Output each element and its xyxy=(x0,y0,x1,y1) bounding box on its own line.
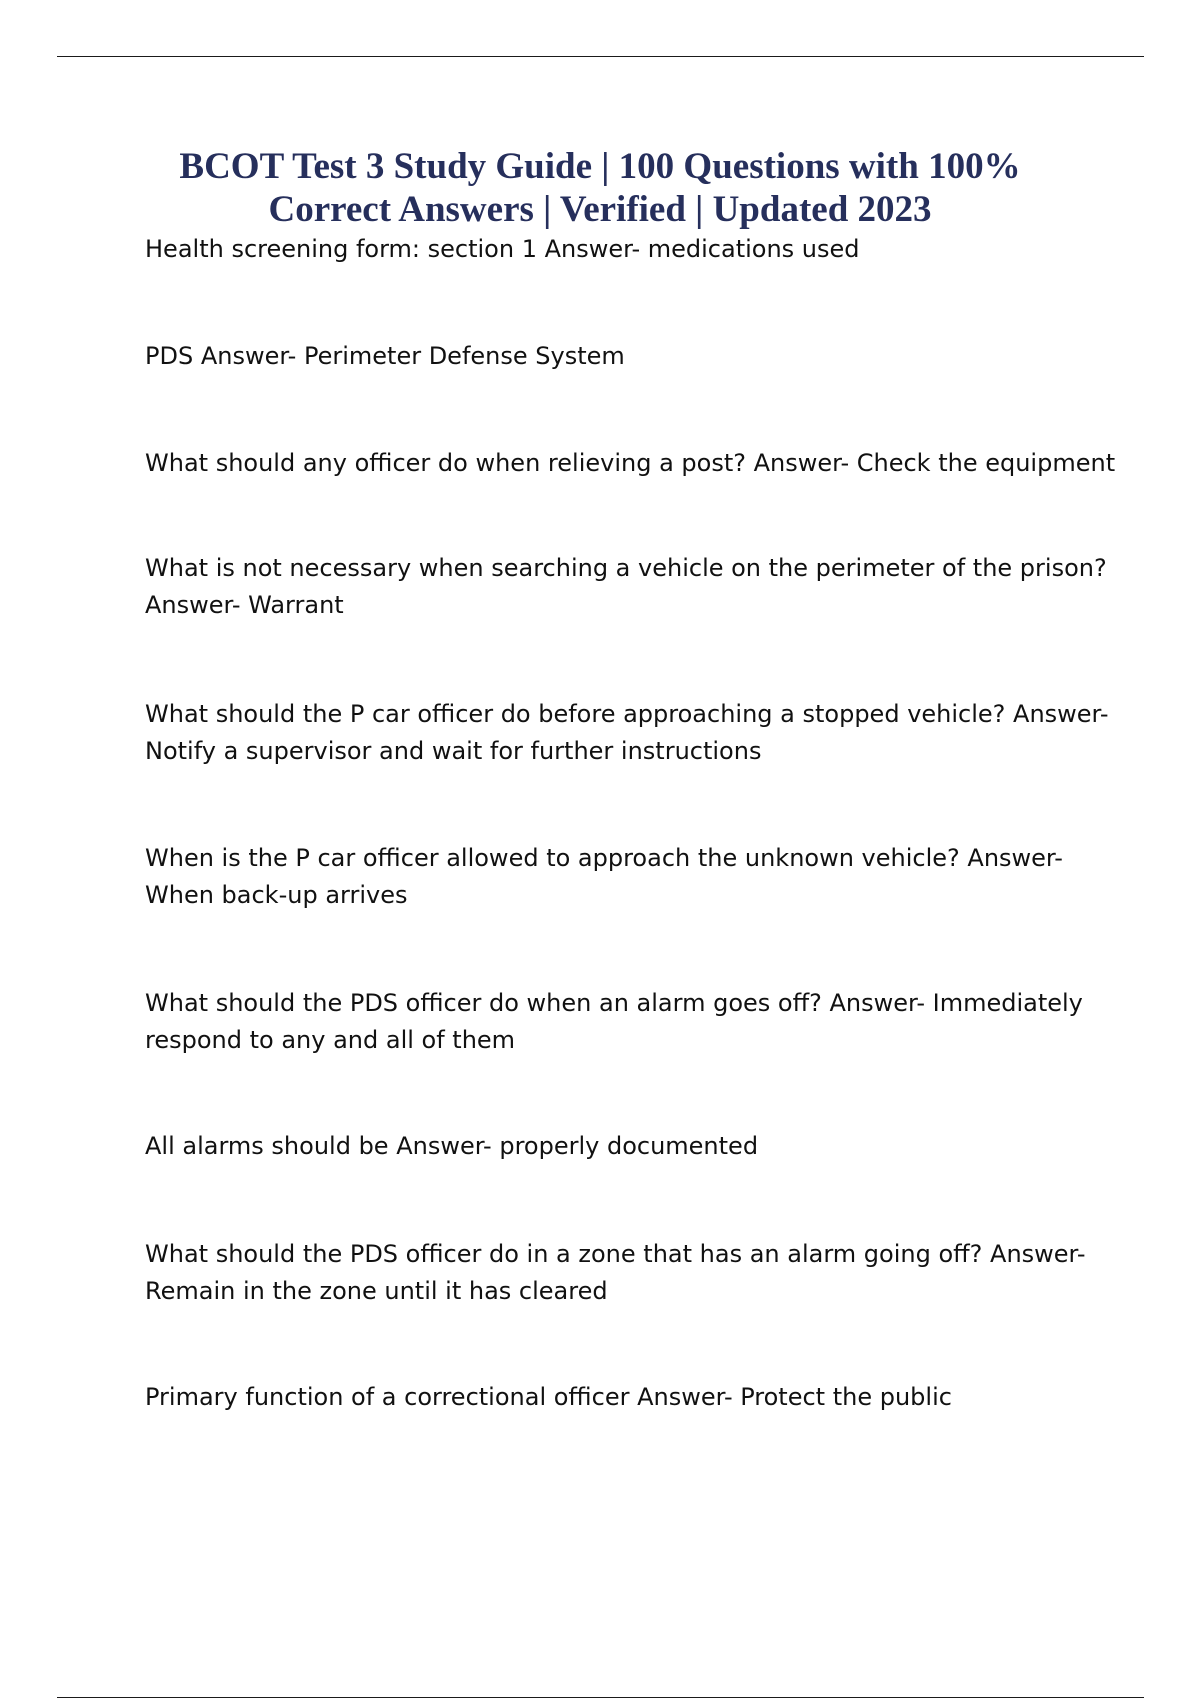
title-line-1: BCOT Test 3 Study Guide | 100 Questions with 100% xyxy=(179,146,1021,187)
qa-entry-alarms-documented xyxy=(145,1128,1095,1165)
qa-line: When is the P car officer allowed to approach the unknown vehicle? Answer- xyxy=(145,844,1063,872)
qa-line: When back-up arrives xyxy=(145,881,408,909)
qa-entry-primary-function xyxy=(145,1379,1095,1416)
qa-line: What is not necessary when searching a vehicle on the perimeter of the prison? xyxy=(145,554,1107,582)
qa-entry-vehicle-search xyxy=(145,550,1107,624)
qa-entry-relieving-post xyxy=(145,445,1116,482)
qa-line: Notify a supervisor and wait for further instructions xyxy=(145,737,762,765)
document-title xyxy=(100,145,1100,231)
qa-entry-pds-alarm xyxy=(145,985,1095,1059)
title-line-2: Correct Answers | Verified | Updated 2023 xyxy=(268,189,932,230)
qa-line: What should any officer do when relieving a post? Answer- Check the equipment xyxy=(145,449,1116,477)
qa-line: Health screening form: section 1 Answer- medications used xyxy=(145,235,860,263)
qa-line: PDS Answer- Perimeter Defense System xyxy=(145,342,625,370)
qa-line: respond to any and all of them xyxy=(145,1026,516,1054)
bottom-divider xyxy=(57,1697,1144,1698)
qa-line: Primary function of a correctional officer Answer- Protect the public xyxy=(145,1383,952,1411)
qa-entry-pds xyxy=(145,338,1095,375)
qa-entry-pds-zone xyxy=(145,1236,1095,1310)
qa-entry-p-car-approach xyxy=(145,840,1095,914)
qa-line: Answer- Warrant xyxy=(145,591,344,619)
qa-line: What should the PDS officer do when an alarm goes off? Answer- Immediately xyxy=(145,989,1083,1017)
qa-line: Remain in the zone until it has cleared xyxy=(145,1277,608,1305)
top-divider xyxy=(57,56,1144,57)
qa-entry-p-car-stopped-vehicle xyxy=(145,696,1109,770)
qa-line: All alarms should be Answer- properly documented xyxy=(145,1132,759,1160)
qa-line: What should the P car officer do before approaching a stopped vehicle? Answer- xyxy=(145,700,1109,728)
qa-entry-health-screening xyxy=(145,231,1095,268)
qa-line: What should the PDS officer do in a zone that has an alarm going off? Answer- xyxy=(145,1240,1086,1268)
